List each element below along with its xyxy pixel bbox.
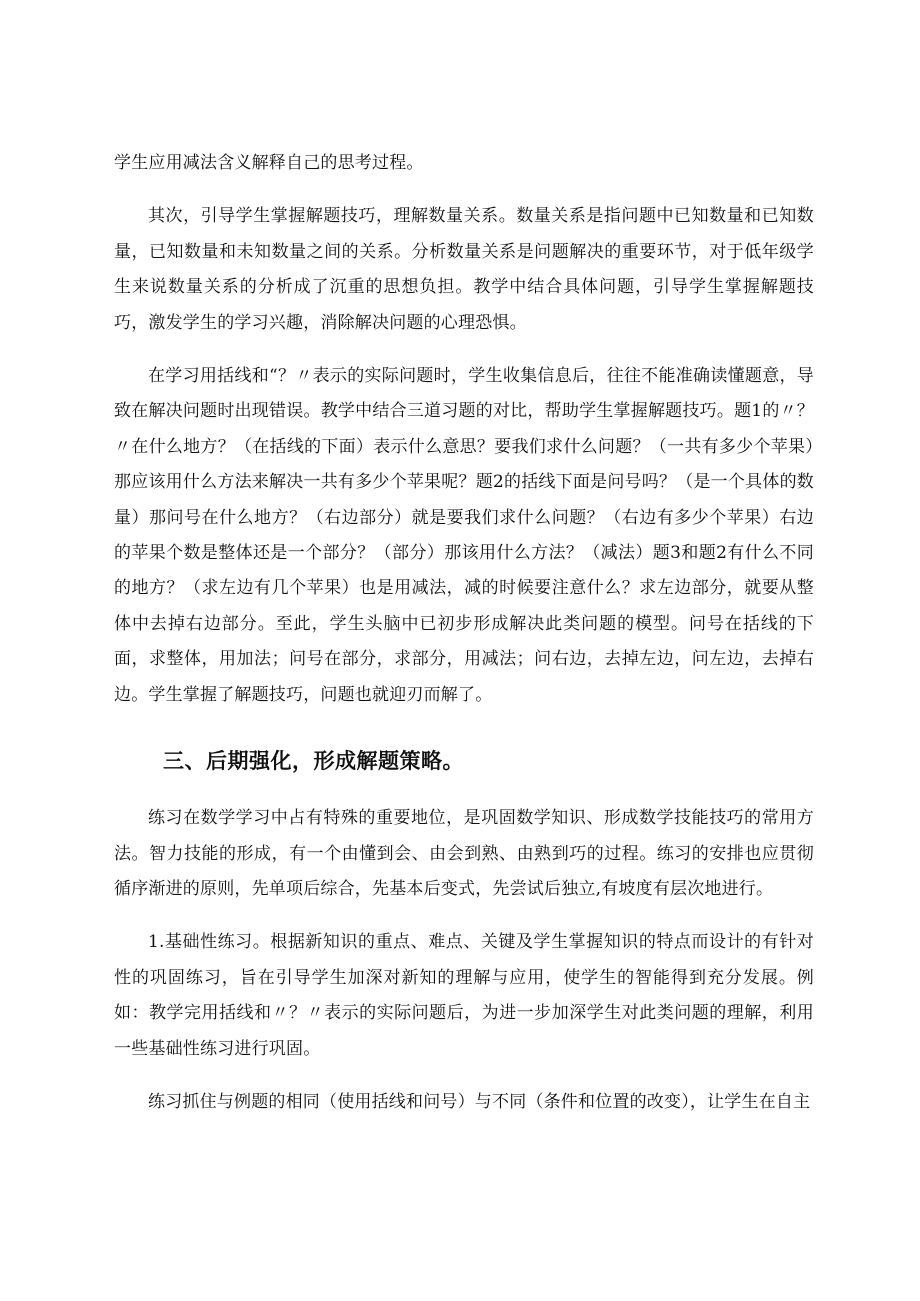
paragraph-quantity-relations: 其次，引导学生掌握解题技巧，理解数量关系。数量关系是指问题中已知数量和已知数量，已知数量和未知数量之间的关系。分析数量关系是问题解决的重要环节，对于低年级学生来说数量关系的分析成了沉重的思想负担。教学中结合具体问题，引导学生掌握解题技巧，激发学生的学习兴趣，消除解决问题的心理恐惧。 <box>114 206 814 333</box>
section-heading: 三、后期强化，形成解题策略。 <box>163 748 464 774</box>
paragraph-bracket-problems: 在学习用括线和“？〃表示的实际问题时，学生收集信息后，往往不能准确读懂题意，导致在解决问题时出现错误。教学中结合三道习题的对比，帮助学生掌握解题技巧。题1的〃？〃在什么地方？（在括线的下面）表示什么意思？要我们求什么问题？（一共有多少个苹果）那应该用什么方法来解决一共有多少个苹果呢？题2的括线下面是问号吗？（是一个具体的数量）那问号在什么地方？（右边部分）就是要我们求什么问题？（右边有多少个苹果）右边的苹果个数是整体还是一个部分？（部分）那该用什么方法？（减法）题3和题2有什么不同的地方？（求左边有几个苹果）也是用减法，减的时候要注意什么？求左边部分，就要从整体中去掉右边部分。至此，学生头脑中已初步形成解决此类问题的模型。问号在括线的下面，求整体，用加法；问号在部分，求部分，用减法；问右边，去掉左边，问左边，去掉右边。学生掌握了解题技巧，问题也就迎刃而解了。 <box>114 366 814 705</box>
paragraph-continuation: 学生应用减法含义解释自己的思考过程。 <box>114 153 424 173</box>
paragraph-practice: 练习在数学学习中占有特殊的重要地位，是巩固数学知识、形成数学技能技巧的常用方法。智力技能的形成，有一个由懂到会、由会到熟、由熟到巧的过程。练习的安排也应贯彻循序渐进的原则，先单项后综合，先基本后变式，先尝试后独立,有坡度有层次地进行。 <box>114 808 814 899</box>
document-page <box>114 146 814 1120</box>
paragraph-basic-practice: 1.基础性练习。根据新知识的重点、难点、关键及学生掌握知识的特点而设计的有针对性的巩固练习，旨在引导学生加深对新知的理解与应用，使学生的智能得到充分发展。例如：教学完用括线和〃？〃表示的实际问题后，为进一步加深学生对此类问题的理解，利用一些基础性练习进行巩固。 <box>114 932 814 1059</box>
paragraph-practice-focus: 练习抓住与例题的相同（使用括线和问号）与不同（条件和位置的改变），让学生在自主 <box>148 1091 811 1112</box>
